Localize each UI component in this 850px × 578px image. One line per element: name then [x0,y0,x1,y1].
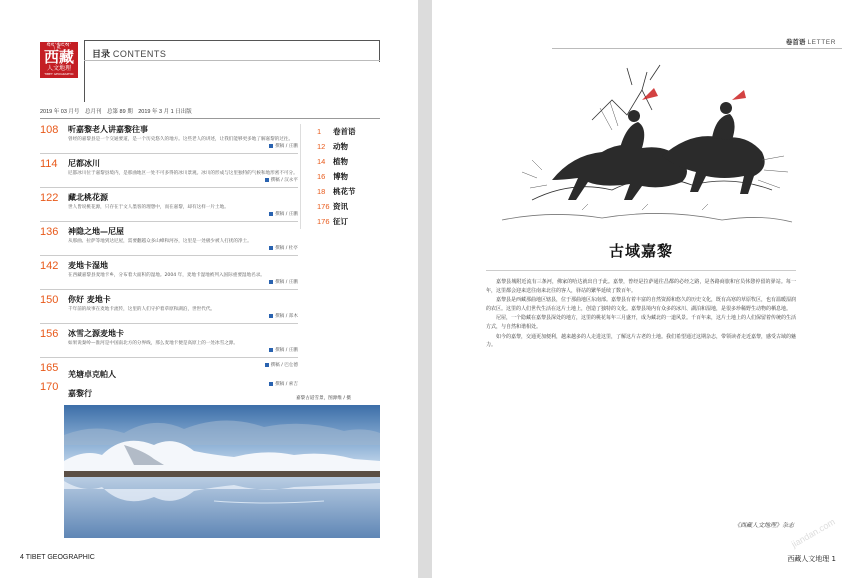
section-page-number: 176 [317,217,330,226]
section-label-rule [552,48,842,49]
magazine-logo [40,42,78,78]
section-page-number: 16 [317,172,326,181]
article-page-number: 165 [40,362,59,374]
article-summary: 千年前的故事在麦地卡流传，这里的人们守护着草原和湖泊，世世代代。 [68,307,216,312]
page-folio-left: 4 TIBET GEOGRAPHIC [20,554,95,561]
section-label-cn: 卷首语 [785,38,806,46]
section-list [300,124,380,229]
article-title[interactable]: 藏北桃花源 [68,193,108,202]
article-credit: 撰稿 / 庄鹏 [68,347,298,354]
section-label [786,37,836,46]
article-item[interactable] [40,260,298,290]
article-item[interactable] [40,294,298,324]
section-page-number: 1 [317,127,322,136]
section-label-en: LETTER [807,39,836,46]
toc-heading-cn: 目录 [92,50,111,60]
letter-paragraph: 嘉黎县城附近流有三条河，佛家的哈达就出自于此。嘉黎，曾经是拉萨通往昌都的必经之路，是各路商旅和官员休憩停留的驿站。每一年，这里都会迎来送往南来北往的客人，驿站的繁华延续了数百年。 [486,279,796,294]
section-page-number: 176 [317,202,330,211]
horse-riders-illustration [492,60,802,235]
toc-heading-en: CONTENTS [112,49,167,59]
article-summary: 在西藏嘉黎县麦地卡乡，分布着大面积的湿地。2004 年，麦地卡湿地被列入国际重要湿地名录。 [68,273,265,278]
section-page-number: 18 [317,187,326,196]
article-item[interactable] [40,226,298,256]
toc-header-rule-top [84,40,380,41]
article-page-number: 142 [40,260,59,272]
section-item[interactable] [300,139,380,154]
left-page [0,0,418,578]
article-item[interactable] [40,158,298,188]
article-item[interactable] [40,124,298,154]
section-name[interactable]: 征订 [333,217,348,226]
logo-sub-text: 人文地理 [46,65,71,72]
section-item[interactable] [300,154,380,169]
section-name[interactable]: 植物 [333,157,348,166]
article-credit: 撰稿 / 杜亭 [68,245,298,252]
section-item[interactable] [300,199,380,214]
article-title[interactable]: 嘉黎行 [68,389,92,398]
article-title[interactable]: 你好 麦地卡 [68,295,111,304]
section-page-number: 14 [317,157,326,166]
article-credit: 撰稿 / 庄鹏 [68,143,298,150]
landscape-photo-art [64,405,380,538]
article-credit: 撰稿 / 汉永平 [68,177,298,184]
article-title[interactable]: 听嘉黎老人讲嘉黎往事 [68,125,148,134]
watermark: jiandan.com [790,516,838,550]
article-page-number: 156 [40,328,59,340]
article-page-number: 136 [40,226,59,238]
article-credit: 撰稿 / 庄鹏 [68,211,298,218]
article-title[interactable]: 神隐之地—尼屋 [68,227,124,236]
section-name[interactable]: 动物 [333,142,348,151]
article-list [40,124,298,407]
article-summary: 曾经的嘉黎县是一个交通要道，是一个历史悠久的地方。这些老人的讲述，让我们能够更多地了解嘉黎的过往。 [68,137,294,142]
spread-gutter [418,0,432,578]
article-credit: 撰稿 / 郑木 [68,313,298,320]
issue-info [40,107,196,115]
section-name[interactable]: 桃花节 [333,187,356,196]
issue-month: 2019 年 03 月号 [40,109,80,115]
toc-header-rule-right [379,40,380,62]
page-folio-right: 西藏人文地理 1 [787,555,836,563]
article-page-number: 122 [40,192,59,204]
article-page-number: 170 [40,381,59,393]
letter-signature: 《西藏人文地理》杂志 [733,522,794,529]
section-name[interactable]: 博物 [333,172,348,181]
article-summary: 如果说秦岭—淮河是中国南北方的分界线，那么麦地卡便是高原上的一处冰雪之源。 [68,341,238,346]
article-item[interactable] [40,328,298,358]
article-title[interactable]: 尼都冰川 [68,159,100,168]
article-page-number: 114 [40,158,58,170]
toc-heading [92,47,166,60]
section-item[interactable] [300,184,380,199]
logo-tibetan-text: བོད་ལྗོངས་ [46,42,72,49]
article-item[interactable] [40,192,298,222]
article-page-number: 150 [40,294,59,306]
ink-drawing [492,60,802,235]
section-item[interactable] [300,214,380,229]
article-page-number: 108 [40,124,59,136]
article-summary: 从那曲、拉萨等地到达尼屋，需要翻越众多山峰和河谷，这里是一处极少被人打扰的净土。 [68,239,252,244]
letter-body [486,278,796,351]
article-summary: 世人皆说桃花源，只存在于文人墨客的理想中，而在嘉黎，却有这样一片土地。 [68,205,229,210]
letter-paragraph: 尼屋，一个隐藏在嘉黎县深处的地方，这里的桃花每年三月盛开，成为藏北的一道风景。千百年来，这片土地上的人们保留着传统的生活方式，与自然和谐相处。 [486,315,797,330]
letter-paragraph: 嘉黎县是西藏那曲地区辖县，位于那曲地区东南部。嘉黎县有着丰富的自然资源和悠久的历史文化，既有高寒的草原牧区，也有温暖湿润的农区。这里的人们世代生活在这片土地上，创造了独特的文化。嘉黎县境内有众多的冰川、湖泊和湿地，是很多珍稀野生动物的栖息地。 [486,297,797,312]
toc-header-rule-left [84,40,85,102]
section-name[interactable]: 卷首语 [333,127,356,136]
letter-paragraph: 如今的嘉黎，交通更加便利，越来越多的人走进这里，了解这片古老的土地。我们希望通过这期杂志，带领读者走近嘉黎，感受古域的魅力。 [486,333,797,349]
section-page-number: 12 [317,142,326,151]
landscape-photo [64,405,380,538]
issue-type: 总月刊 [84,109,102,115]
section-item[interactable] [300,169,380,184]
issue-date: 2019 年 3 月 1 日出版 [138,109,192,115]
article-title[interactable]: 麦地卡湿地 [68,261,108,270]
article-credit: 撰稿 / 索吉 [269,381,298,388]
article-item[interactable] [40,381,298,403]
letter-title: 古域嘉黎 [608,242,673,260]
article-summary: 尼都冰川位于嘉黎县境内，是那曲地区一处不可多得的冰川景观。冰川的形成与这里独特的气候和地形密不可分。 [68,171,298,176]
photo-caption: 嘉黎古道雪景，图源维 / 摄 [296,396,352,401]
article-title[interactable]: 羌塘卓克帕人 [68,370,116,379]
right-page [432,0,850,578]
section-item[interactable] [300,124,380,139]
article-credit: 撰稿 / 庄鹏 [68,279,298,286]
issue-rule [40,118,380,119]
article-item[interactable] [40,362,298,381]
logo-main-text: 西藏 [43,48,74,66]
logo-english-text: TIBET GEOGRAPHIC [44,72,74,76]
section-name[interactable]: 资讯 [333,202,348,211]
article-credit: 撰稿 / 巴仓德 [265,362,298,369]
letter-title-rule [486,270,796,271]
article-title[interactable]: 冰雪之源麦地卡 [68,329,124,338]
toc-header-rule-bottom [84,60,380,61]
issue-number: 总第 89 期 [107,109,133,115]
